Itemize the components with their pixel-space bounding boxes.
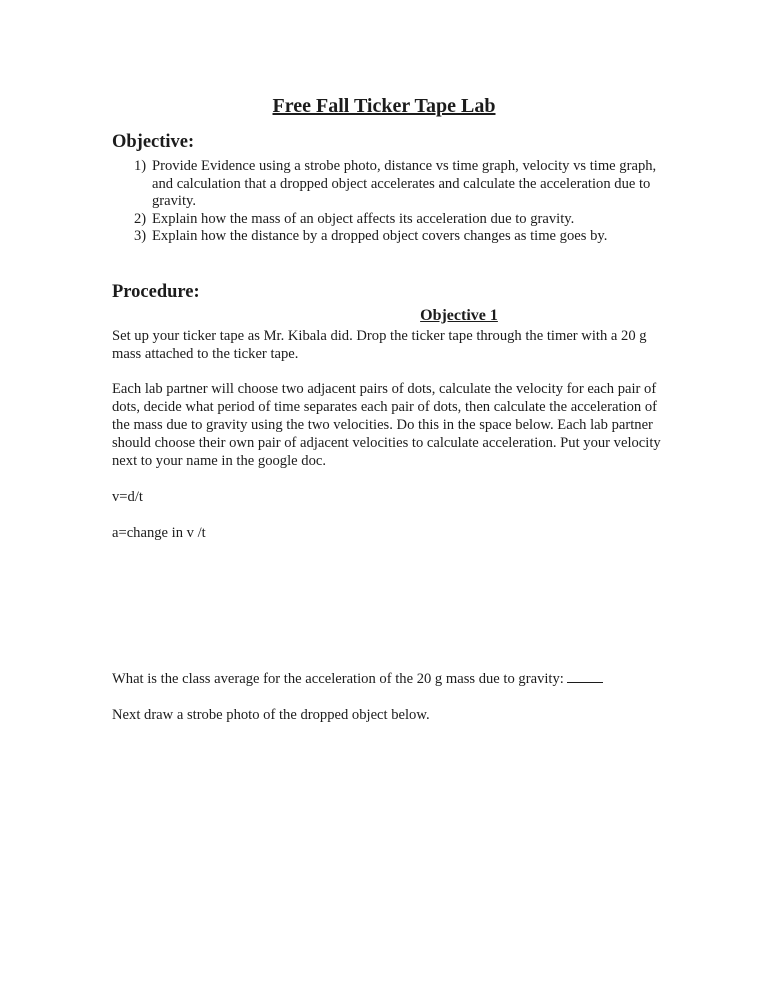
objective-number: 1) [134, 158, 147, 174]
objective-text: Explain how the mass of an object affects its acceleration due to gravity. [152, 210, 575, 227]
document-title: Free Fall Ticker Tape Lab [272, 95, 496, 117]
strobe-instruction: Next draw a strobe photo of the dropped object below. [112, 707, 430, 723]
procedure-heading: Procedure: [112, 282, 200, 302]
class-average-question [112, 670, 672, 688]
objective-item [112, 158, 672, 211]
objective-item [112, 228, 672, 246]
velocity-formula: v=d/t [112, 489, 143, 505]
objective-number: 2) [134, 210, 147, 227]
objective-item [112, 211, 672, 229]
objective-list [112, 158, 672, 246]
objective-text: Explain how the distance by a dropped object covers changes as time goes by. [152, 228, 608, 244]
objective-heading: Objective: [112, 132, 195, 152]
setup-paragraph: Set up your ticker tape as Mr. Kibala did. Drop the ticker tape through the timer with a 20 g mass attached to the ticker tape. [112, 328, 647, 362]
instructions-paragraph: Each lab partner will choose two adjacent pairs of dots, calculate the velocity for each pair of dots, decide what period of time separates each pair of dots, then calculate the acceleration of the mass due to gravity using the two velocities. Do this in the space below. Each lab partner should choose their own pair of adjacent velocities to calculate acceleration. Put your velocity next to your name in the google doc. [112, 381, 661, 469]
objective1-heading: Objective 1 [420, 307, 498, 324]
acceleration-formula: a=change in v /t [112, 525, 206, 541]
objective-number: 3) [134, 228, 147, 244]
objective-text: Provide Evidence using a strobe photo, distance vs time graph, velocity vs time graph, and calculation that a dropped object accelerates and calculate the acceleration due to gravity. [152, 158, 657, 209]
answer-blank [567, 670, 603, 683]
class-average-question-text: What is the class average for the acceleration of the 20 g mass due to gravity: [112, 671, 568, 687]
